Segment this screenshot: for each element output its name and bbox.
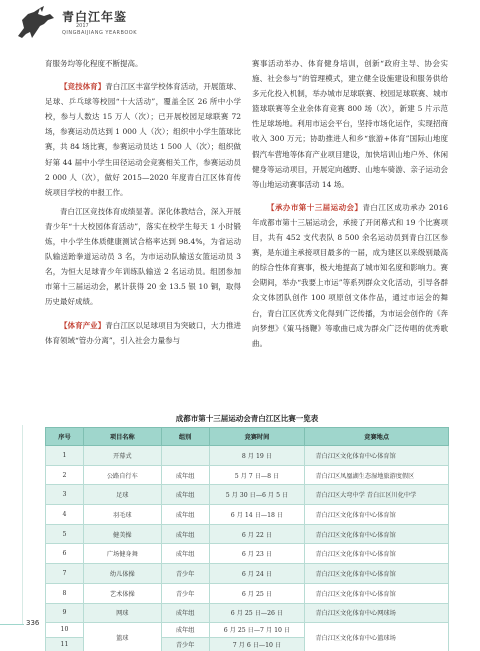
footer-rule bbox=[0, 624, 24, 625]
table-cell: 青白江区文化体育中心体育馆 bbox=[305, 505, 449, 525]
paragraph: 青白江区竞技体育成绩显著。深化体教结合，深入开展青少年“十大校园体育活动”，落实在校学生每天 1 小时锻炼，中小学生体质健康测试合格率达到 98.4%，为省运动队输送跆拳道运动员 3 名，为市运动队输送女篮运动员 3 名，为恒大足球青少年训练队输送 2 名运动员。组团参加市第十三届运动会，累计获得 20 金 13.5 银 10 铜，取得历史最好成绩。 bbox=[45, 206, 241, 307]
table-cell: 1 bbox=[46, 446, 84, 466]
table-cell: 3 bbox=[46, 485, 84, 505]
logo-english: QINGBAIJIANG YEARBOOK bbox=[62, 30, 138, 36]
table-cell: 健美操 bbox=[83, 524, 161, 544]
table-cell: 成年组 bbox=[161, 544, 209, 564]
table-row bbox=[46, 465, 449, 485]
table-cell: 公路自行车 bbox=[83, 465, 161, 485]
table-cell: 成年组 bbox=[161, 505, 209, 525]
table-row bbox=[46, 505, 449, 525]
table-cell: 足球 bbox=[83, 485, 161, 505]
header-cell: 竞赛地点 bbox=[305, 428, 449, 446]
section-games-hosting: 【承办市第十三届运动会】青白江区成功承办 2016 年成都市第十三届运动会，承接了开闭幕式和 19 个比赛项目，共有 452 支代表队 8 500 余名运动员到青白江区参赛，是东道主承接项目最多的一届，成为建区以来级别最高的综合性体育赛事，极大地提高了城市知名度和影响力。赛会期间，举办“我要上市运”等系列群众文化活动，引导各群众文体团队创作 100 项原创文体作品，通过市运会的舞台，青白江区优秀文化得到广泛传播，为市运会创作的《奔向梦想》《策马扬鞭》等歌曲已成为群众广泛传唱的优秀歌曲。 bbox=[252, 202, 448, 348]
table-cell: 成年组 bbox=[161, 623, 209, 638]
table-cell: 幼儿体操 bbox=[83, 564, 161, 584]
paragraph: 赛事活动举办、体育健身培训，创新“政府主导、协会实施、社会参与”的管理模式，建立健全设施建设和服务供给多元化投入机制，举办城市足球联赛、校园足球联赛、城市篮球联赛等全业余体育竞赛 800 场（次），新建 5 片示范性足球场地。利用市运会平台，坚持市场化运作，实现招商收入 300 万元；协助推进人和乡“旅游+体育”国际山地度假汽车营地等体育产业项目建设，加快培训山地户外、休闲健身等运动项目，开展定向越野、山地车骑游、亲子运动会等山地运动赛事活动 14 场。 bbox=[252, 59, 448, 189]
table-row bbox=[46, 603, 449, 623]
section-tag: 【竞技体育】 bbox=[60, 82, 106, 92]
horse-logo-icon bbox=[14, 6, 58, 40]
table-cell: 青少年 bbox=[161, 637, 209, 651]
table-cell: 6 月 22 日 bbox=[209, 524, 305, 544]
section-tag: 【承办市第十三届运动会】 bbox=[267, 202, 363, 212]
table-cell: 6 月 23 日 bbox=[209, 544, 305, 564]
table-cell: 青白江区文化体育中心篮球场 bbox=[305, 623, 449, 651]
table-cell: 青少年 bbox=[161, 564, 209, 584]
table-cell: 7 bbox=[46, 564, 84, 584]
table-cell: 6 月 24 日 bbox=[209, 564, 305, 584]
table-cell: 青白江区文化体育中心体育馆 bbox=[305, 524, 449, 544]
page-number: 336 bbox=[26, 619, 40, 627]
table-cell: 篮球 bbox=[83, 623, 161, 651]
section-sports-industry: 【体育产业】青白江区以足球项目为突破口，大力推进体育领域“管办分离”，引入社会力量参与 bbox=[45, 320, 242, 345]
table-cell: 羽毛球 bbox=[83, 505, 161, 525]
table-cell: 8 月 19 日 bbox=[209, 446, 305, 466]
table-cell: 6 bbox=[46, 544, 84, 564]
right-column bbox=[252, 56, 448, 355]
table-cell: 青白江区文化体育中心体育馆 bbox=[305, 446, 449, 466]
section-competitive-sports: 【竞技体育】青白江区丰富学校体育活动，开展篮球、足球、乒乓球等校园“十大活动”，覆盖全区 26 所中小学校，参与人数达 15 万人（次）；已开展校园足球联赛 72 场，参赛运动员达到 1 000 人（次）；组织中小学生篮球比赛，共 84 场比赛，参赛运动员达 1 500 人（次）；组织做好第 44 届中小学生田径运动会竞赛相关工作，参赛运动员 2 000 人（次），做好 2015—2020 年度青白江区体育传统项目学校的申报工作。 bbox=[45, 82, 242, 197]
side-rule bbox=[22, 425, 23, 624]
table-cell: 广场健身舞 bbox=[83, 544, 161, 564]
table-cell: 网球 bbox=[83, 603, 161, 623]
table-row bbox=[46, 446, 449, 466]
table-cell: 青白江区文化体育中心体育馆 bbox=[305, 583, 449, 603]
header-cell: 组别 bbox=[161, 428, 209, 446]
table-cell: 成年组 bbox=[161, 465, 209, 485]
table-row bbox=[46, 623, 449, 638]
table-cell: 艺术体操 bbox=[83, 583, 161, 603]
table-cell: 10 bbox=[46, 623, 84, 638]
logo-year: 2017 bbox=[76, 23, 89, 29]
table-cell bbox=[161, 446, 209, 466]
table-row bbox=[46, 564, 449, 584]
table-cell: 开幕式 bbox=[83, 446, 161, 466]
table-header-row bbox=[46, 428, 449, 446]
paragraph: 育服务均等化程度不断提高。 bbox=[45, 59, 143, 68]
table-cell: 11 bbox=[46, 637, 84, 651]
table-cell: 6 月 14 日—18 日 bbox=[209, 505, 305, 525]
table-cell: 青少年 bbox=[161, 583, 209, 603]
table-row bbox=[46, 524, 449, 544]
table-cell: 6 月 25 日—26 日 bbox=[209, 603, 305, 623]
table-cell: 青白江区文化体育中心体育馆 bbox=[305, 564, 449, 584]
table-cell: 青白江区大弯中学 青白江区川化中学 bbox=[305, 485, 449, 505]
table-cell: 2 bbox=[46, 465, 84, 485]
table-cell: 5 bbox=[46, 524, 84, 544]
table-cell: 5 月 7 日—8 日 bbox=[209, 465, 305, 485]
left-column bbox=[45, 56, 241, 352]
table-cell: 9 bbox=[46, 603, 84, 623]
section-tag: 【体育产业】 bbox=[60, 320, 106, 330]
table-cell: 8 bbox=[46, 583, 84, 603]
table-cell: 青白江区凤凰湖生态湿地旅游度假区 bbox=[305, 465, 449, 485]
table-row bbox=[46, 583, 449, 603]
table-cell: 成年组 bbox=[161, 524, 209, 544]
competition-table bbox=[45, 427, 449, 651]
table-cell: 6 月 25 日—7 月 10 日 bbox=[209, 623, 305, 638]
header-cell: 项目名称 bbox=[83, 428, 161, 446]
table-cell: 4 bbox=[46, 505, 84, 525]
table-cell: 青白江区文化体育中心网球场 bbox=[305, 603, 449, 623]
logo-title: 青白江年鉴 bbox=[62, 10, 128, 24]
header-cell: 竞赛时间 bbox=[209, 428, 305, 446]
table-title: 成都市第十三届运动会青白江区比赛一览表 bbox=[175, 414, 319, 423]
table-row bbox=[46, 485, 449, 505]
table-cell: 青白江区文化体育中心体育馆 bbox=[305, 544, 449, 564]
yearbook-header bbox=[14, 6, 214, 40]
table-cell: 5 月 30 日—6 月 5 日 bbox=[209, 485, 305, 505]
table-row bbox=[46, 544, 449, 564]
table-cell: 成年组 bbox=[161, 603, 209, 623]
table-cell: 6 月 25 日 bbox=[209, 583, 305, 603]
table-cell: 7 月 6 日—10 日 bbox=[209, 637, 305, 651]
header-cell: 序号 bbox=[46, 428, 84, 446]
table-cell: 成年组 bbox=[161, 485, 209, 505]
